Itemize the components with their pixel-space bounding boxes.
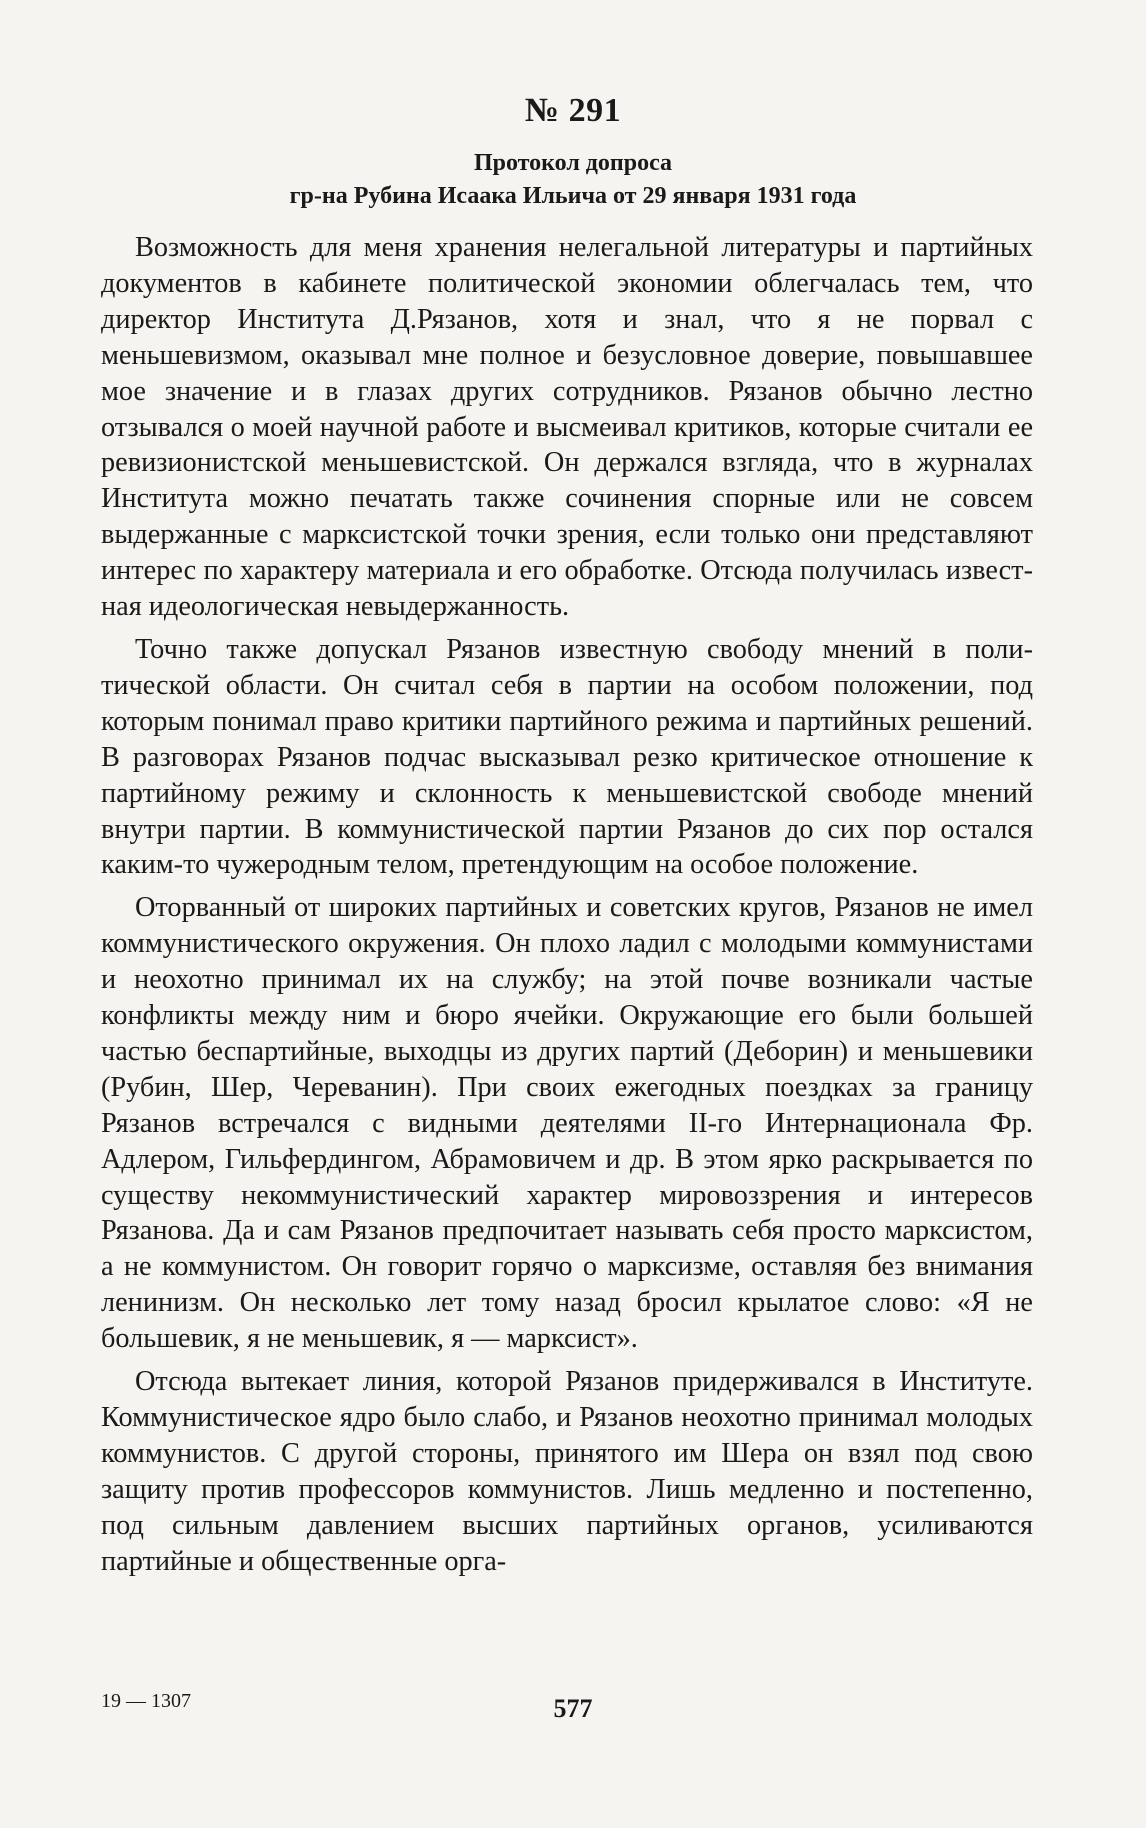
paragraph: Точно также допускал Рязанов известную свободу мнений в политической области. Он считал себя в партии на особом положении, под которым понимал право критики партийного режима и партийных решений. В разговорах Рязанов подчас высказывал резко критическое отношение к партийному режиму и склонность к меньшевистской свободе мнений внутри партии. В коммунистической партии Рязанов до сих пор остался каким-то чужеродным телом, претендующим на особое положение. <box>101 633 1033 881</box>
paragraph: Оторванный от широких партийных и советских кругов, Рязанов не имел коммунистического окружения. Он плохо ладил с молодыми коммунистами и неохотно принимал их на службу; на этой почве возникали частые конфликты между ним и бюро ячейки. Окружающие его были большей частью беспартийные, выходцы из других партий (Деборин) и меньшевики (Рубин, Шер, Череванин). При своих ежегодных поездках за границу Рязанов встречался с видными деятелями II-го Интернационала Фр. Адлером, Гильфердингом, Абрамовичем и др. В этом ярко раскрывается по существу некоммунистический характер мировоззрения и интересов Рязанова. Да и сам Рязанов предпочитает называть себя просто марксистом, а не коммунистом. Он говорит горячо о марксизме, оставляя без внимания ленинизм. Он несколько лет тому назад бросил крылатое слово: «Я не большевик, я не меньшевик, я — марксист». <box>101 892 1033 1355</box>
document-title: Протокол допроса <box>473 150 673 176</box>
document-body <box>101 230 1033 1587</box>
paragraph: Возможность для меня хранения нелегальной литературы и партийных документов в кабинете политической экономии облегчалась тем, что директор Института Д.Рязанов, хотя и знал, что я не порвал с меньшевизмом, оказывал мне полное и безусловное доверие, повышавшее мое значение и в глазах других сотрудников. Рязанов обычно лестно отзывался о моей научной работе и высмеивал критиков, которые считали ее ревизионистской меньшевистской. Он держался взгляда, что в журналах Института можно печатать также сочинения спорные или не совсем выдержанные с марксистской точки зрения, если только они представляют интерес по характеру материала и его обработке. Отсюда получилась известная идеологическая невыдержанность. <box>101 232 1033 623</box>
document-number: № 291 <box>524 92 622 129</box>
document-subtitle: гр-на Рубина Исаака Ильича от 29 января 1931 года <box>289 183 857 209</box>
paragraph: Отсюда вытекает линия, которой Рязанов придерживался в Институте. Коммунистическое ядро было слабо, и Рязанов неохотно принимал молодых коммунистов. С другой стороны, принятого им Шера он взял под свою защиту против профессоров коммунистов. Лишь медленно и постепенно, под сильным давлением высших партийных органов, усиливаются партийные и общественные орга- <box>101 1366 1033 1577</box>
page-number: 577 <box>553 1694 593 1723</box>
signature-code: 19 — 1307 <box>101 1690 191 1712</box>
